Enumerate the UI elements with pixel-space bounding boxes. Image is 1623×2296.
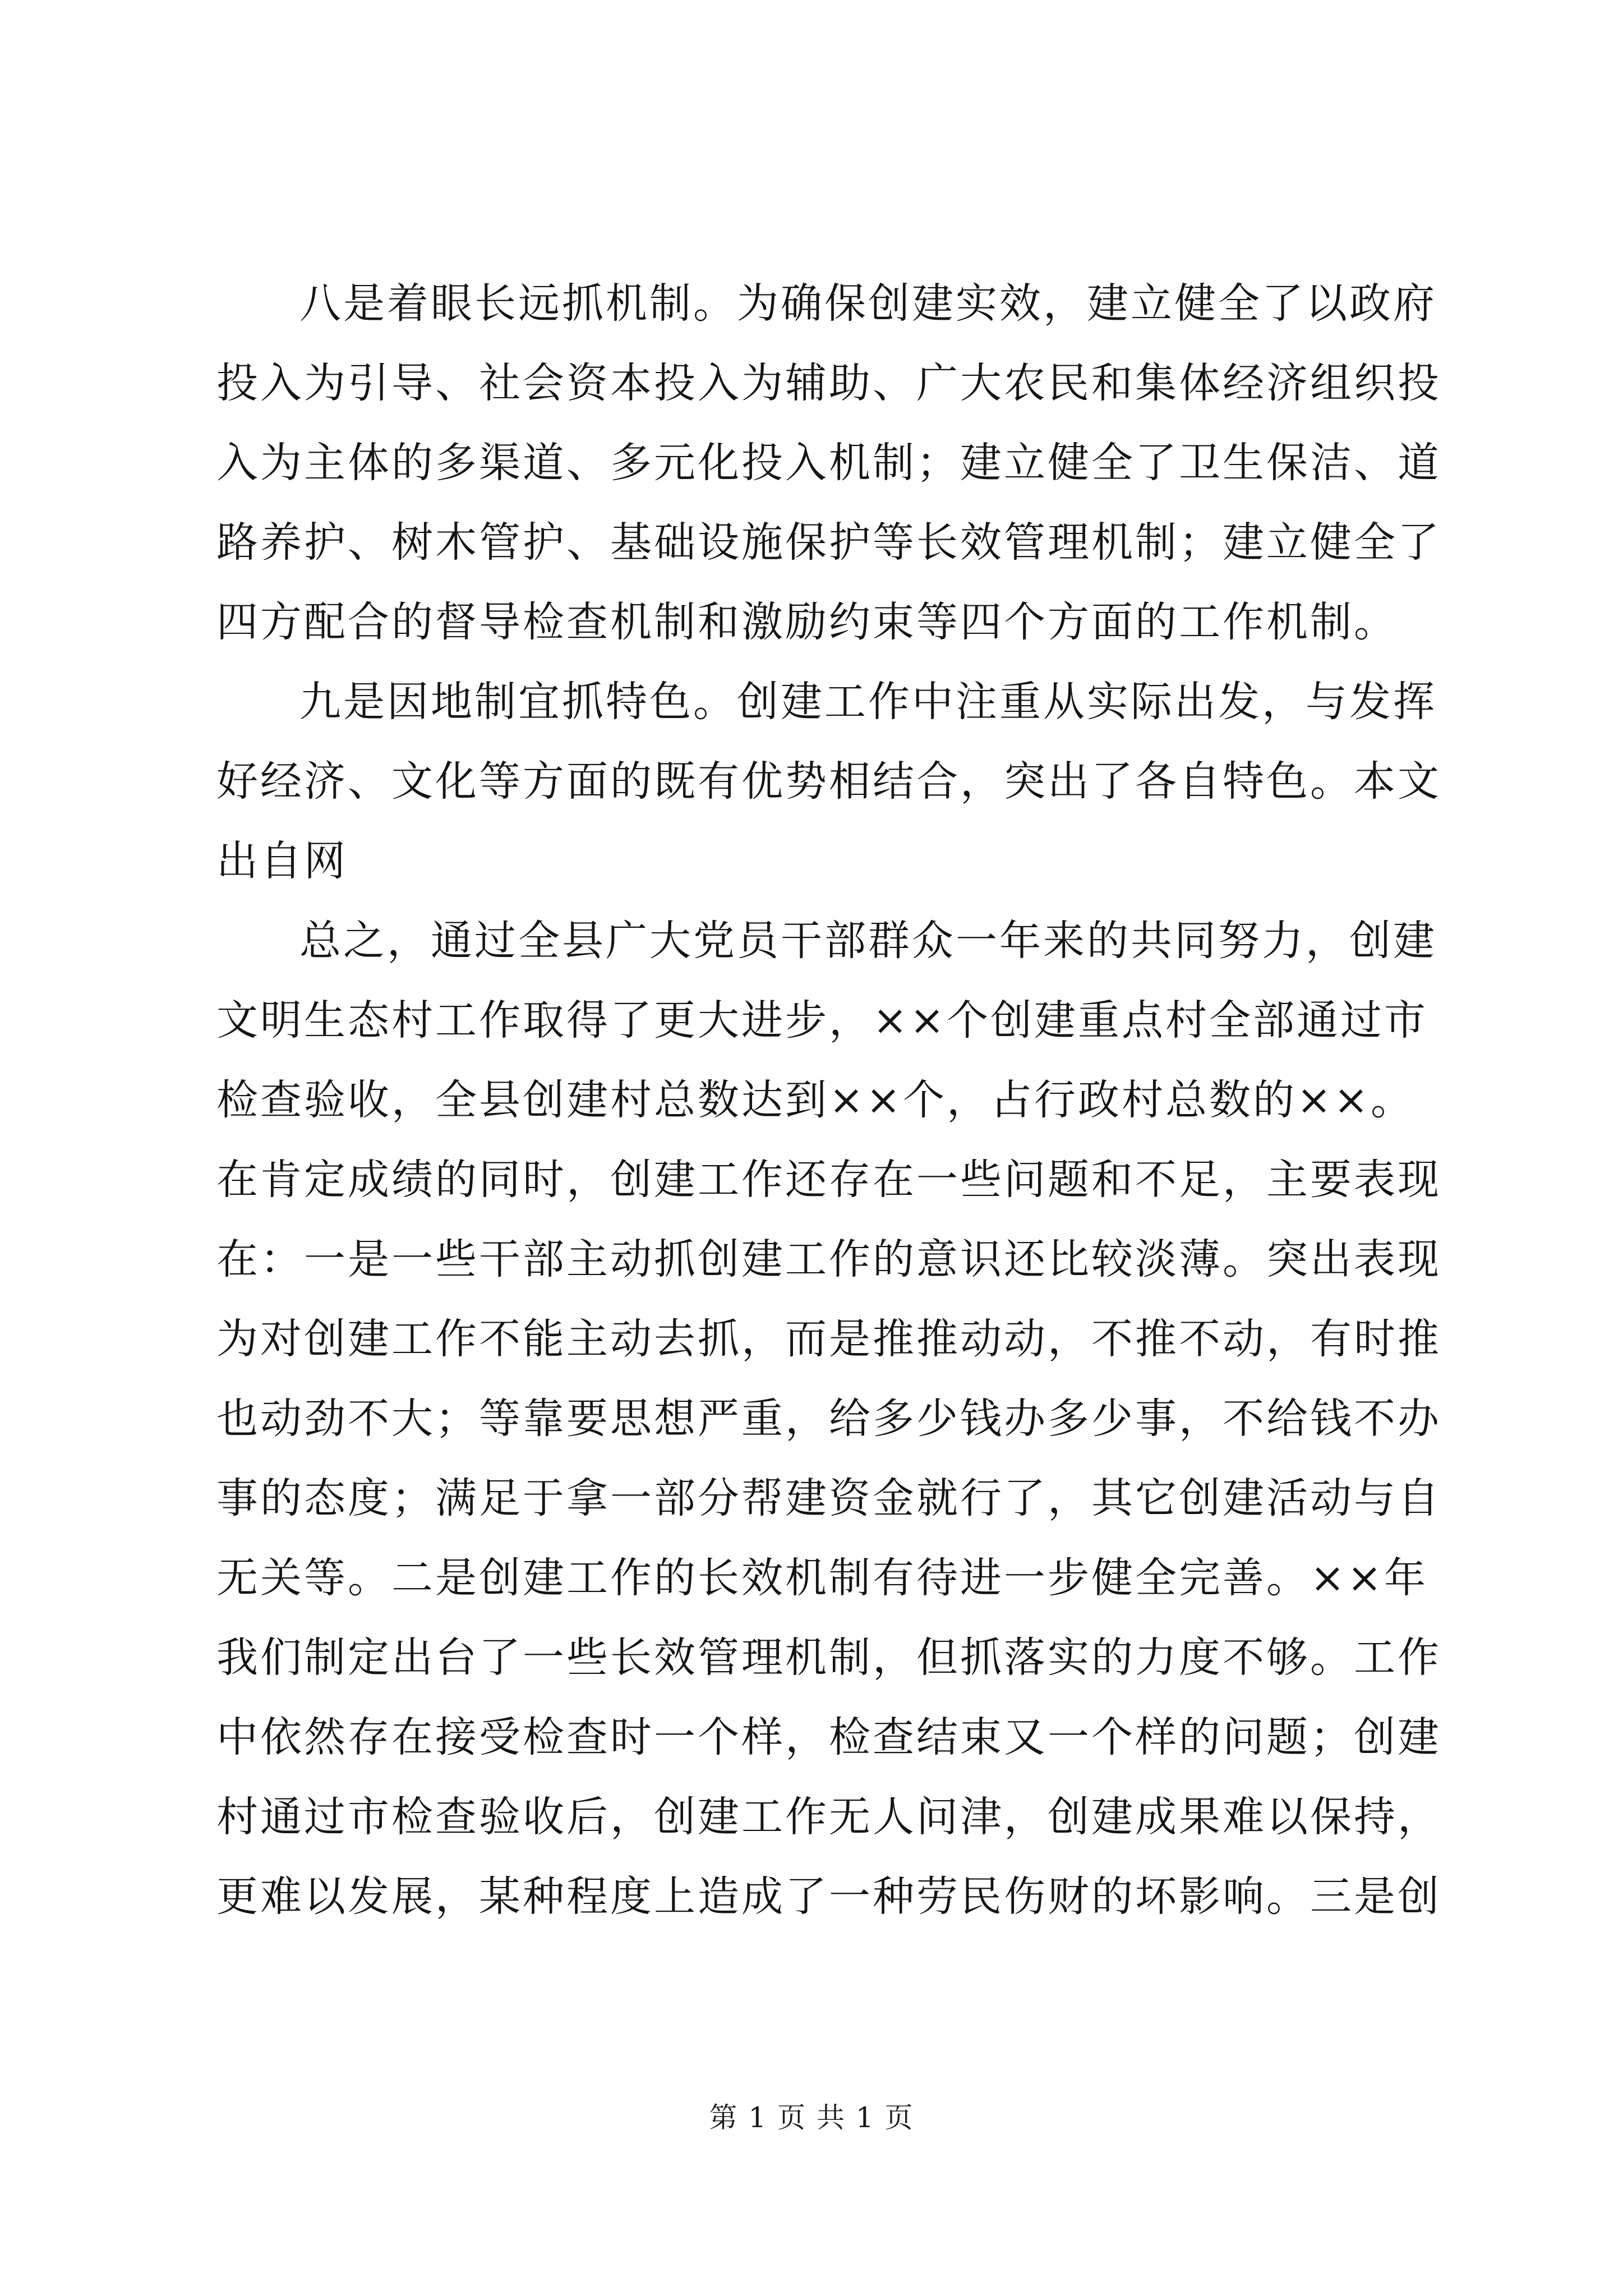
text-line: 入为主体的多渠道、多元化投入机制；建立健全了卫生保洁、道 bbox=[216, 439, 1441, 487]
text-line: 总之，通过全县广大党员干部群众一年来的共同努力，创建 bbox=[299, 917, 1437, 965]
paragraph-characteristics bbox=[216, 662, 1441, 901]
text-line: 事的态度；满足于拿一部分帮建资金就行了，其它创建活动与自 bbox=[216, 1474, 1441, 1522]
text-line: 出自网 bbox=[216, 837, 348, 885]
text-line: 中依然存在接受检查时一个样，检查结束又一个样的问题；创建 bbox=[216, 1713, 1441, 1761]
text-line: 九是因地制宜抓特色。创建工作中注重从实际出发，与发挥 bbox=[299, 678, 1437, 726]
text-line: 文明生态村工作取得了更大进步，××个创建重点村全部通过市 bbox=[216, 996, 1428, 1045]
text-line: 检查验收，全县创建村总数达到××个，占行政村总数的××。 bbox=[216, 1076, 1415, 1124]
text-line: 更难以发展，某种程度上造成了一种劳民伤财的坏影响。三是创 bbox=[216, 1872, 1441, 1921]
document-body bbox=[216, 264, 1441, 1936]
paragraph-summary bbox=[216, 901, 1441, 1936]
text-line: 在肯定成绩的同时，创建工作还存在一些问题和不足，主要表现 bbox=[216, 1156, 1441, 1204]
text-line: 为对创建工作不能主动去抓，而是推推动动，不推不动，有时推 bbox=[216, 1315, 1441, 1363]
paragraph-mechanism bbox=[216, 264, 1441, 662]
page-number-footer: 第 1 页 共 1 页 bbox=[709, 2101, 914, 2134]
text-line: 无关等。二是创建工作的长效机制有待进一步健全完善。××年 bbox=[216, 1554, 1428, 1602]
text-line: 四方配合的督导检查机制和激励约束等四个方面的工作机制。 bbox=[216, 598, 1398, 646]
text-line: 在：一是一些干部主动抓创建工作的意识还比较淡薄。突出表现 bbox=[216, 1235, 1441, 1283]
text-line: 我们制定出台了一些长效管理机制，但抓落实的力度不够。工作 bbox=[216, 1634, 1441, 1682]
text-line: 也动劲不大；等靠要思想严重，给多少钱办多少事，不给钱不办 bbox=[216, 1395, 1441, 1443]
text-line: 路养护、树木管护、基础设施保护等长效管理机制；建立健全了 bbox=[216, 518, 1441, 567]
text-line: 八是着眼长远抓机制。为确保创建实效，建立健全了以政府 bbox=[299, 279, 1437, 328]
text-line: 投入为引导、社会资本投入为辅助、广大农民和集体经济组织投 bbox=[216, 359, 1441, 407]
text-line: 村通过市检查验收后，创建工作无人问津，创建成果难以保持， bbox=[216, 1793, 1441, 1841]
text-line: 好经济、文化等方面的既有优势相结合，突出了各自特色。本文 bbox=[216, 757, 1441, 806]
